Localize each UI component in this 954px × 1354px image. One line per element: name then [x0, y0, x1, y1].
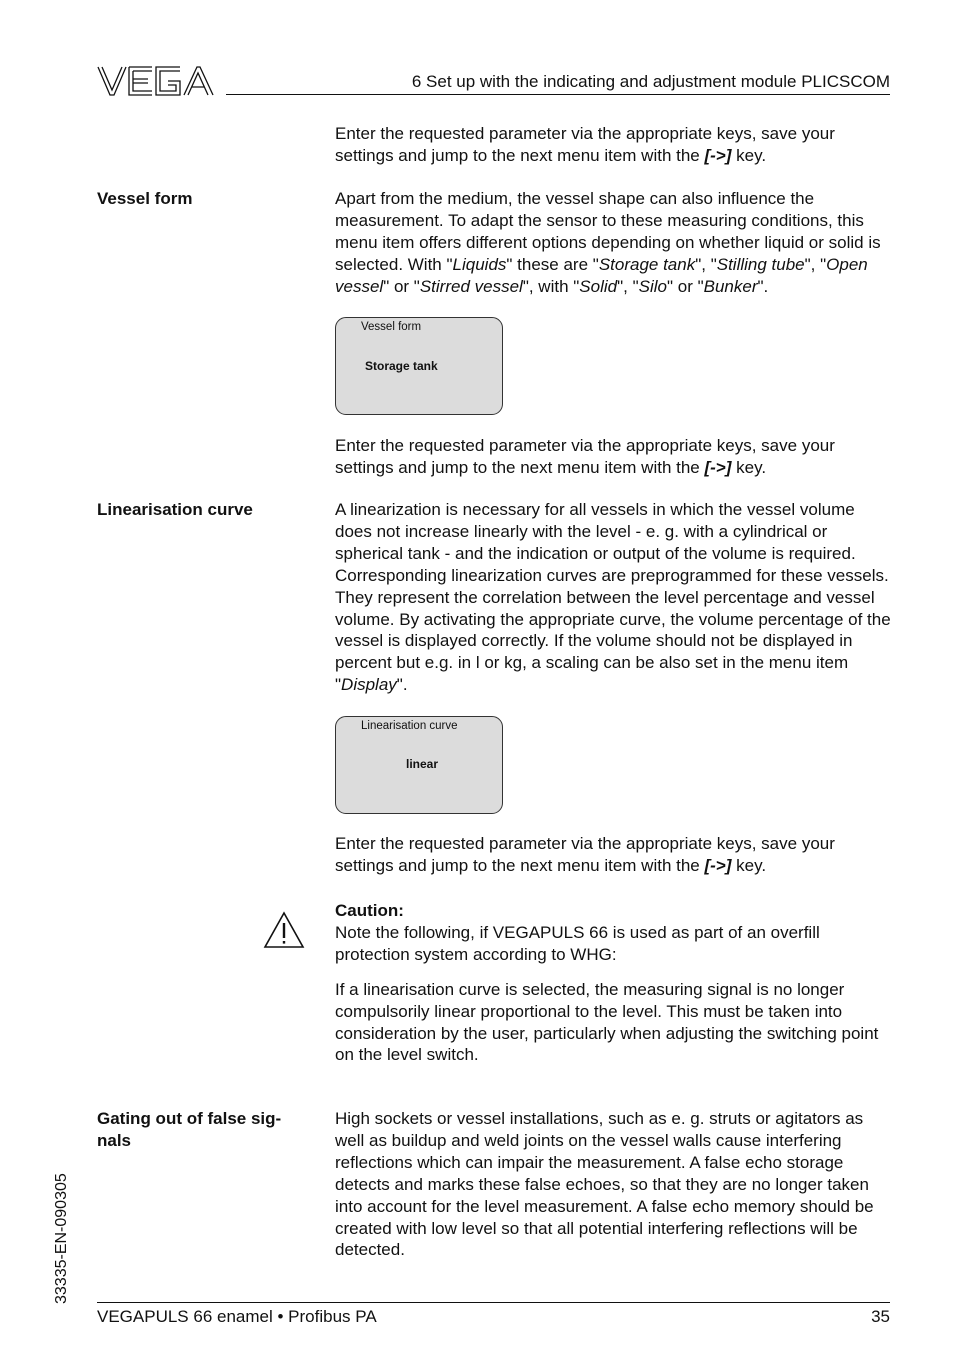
display-title: Linearisation curve [361, 720, 458, 732]
vessel-form-heading: Vessel form [97, 189, 193, 208]
vessel-form-paragraph: Apart from the medium, the vessel shape can also influence the measurement. To adapt the sensor to these measuring conditions, this menu item offers different options depending on whether liquid or solid is selected. With "Liquids" these are "Storage tank", "Stilling tube", "Open vessel" or "Stirred vessel", with "Solid", "Silo" or "Bunker". [335, 189, 881, 296]
header-rule [226, 94, 890, 95]
chapter-title: 6 Set up with the indicating and adjustment module PLICSCOM [411, 72, 890, 91]
caution-block [335, 900, 891, 1066]
caution-paragraph-1: Note the following, if VEGAPULS 66 is used as part of an overfill protection system according to WHG: [335, 922, 820, 964]
linearisation-heading: Linearisation curve [97, 500, 253, 519]
caution-paragraph-2: If a linearisation curve is selected, the measuring signal is no longer compulsorily linear proportional to the level. This must be taken into consideration by the user, particularly when adjusting the switching point on the level switch. [335, 979, 879, 1065]
warning-triangle-icon [262, 910, 306, 950]
footer-rule [97, 1302, 890, 1303]
display-value: linear [406, 757, 439, 771]
intro-paragraph: Enter the requested parameter via the appropriate keys, save your settings and jump to the next menu item with the [->] key. [335, 124, 835, 165]
vega-logo [96, 63, 214, 99]
page-number: 35 [871, 1307, 890, 1326]
display-value: Storage tank [365, 359, 438, 373]
caution-label: Caution: [335, 901, 404, 920]
display-title: Vessel form [361, 321, 422, 333]
gating-paragraph: High sockets or vessel installations, such as e. g. struts or agitators as well as buildup and weld joints on the vessel walls cause interfering reflections which can impair the measurement. A false echo storage detects and marks these false echoes, so that they are no longer taken into account for the level measurement. A false echo memory should be created with low level so that all potential interfering reflections will be detected. [335, 1109, 874, 1260]
vessel-form-display [335, 317, 503, 415]
linearisation-paragraph: A linearization is necessary for all vessels in which the vessel volume does not increase linearly with the level - e. g. with a cylindrical or spherical tank - and the indication or output of the volume is required. Corresponding linearization curves are preprogrammed for these vessels. They represent the correlation between the level percentage and vessel volume. By activating the appropriate curve, the volume percentage of the vessel is displayed correctly. If the volume should not be displayed in percent but e.g. in l or kg, a scaling can be also set in the menu item "Display". [335, 500, 891, 695]
linearisation-display [335, 716, 503, 814]
vessel-form-instruction: Enter the requested parameter via the appropriate keys, save your settings and jump to the next menu item with the [->] key. [335, 436, 835, 477]
gating-heading: Gating out of false sig- nals [97, 1109, 282, 1150]
footer-product: VEGAPULS 66 enamel • Profibus PA [97, 1307, 377, 1326]
document-code: 33335-EN-090305 [53, 1173, 70, 1304]
linearisation-instruction: Enter the requested parameter via the appropriate keys, save your settings and jump to the next menu item with the [->] key. [335, 834, 835, 875]
